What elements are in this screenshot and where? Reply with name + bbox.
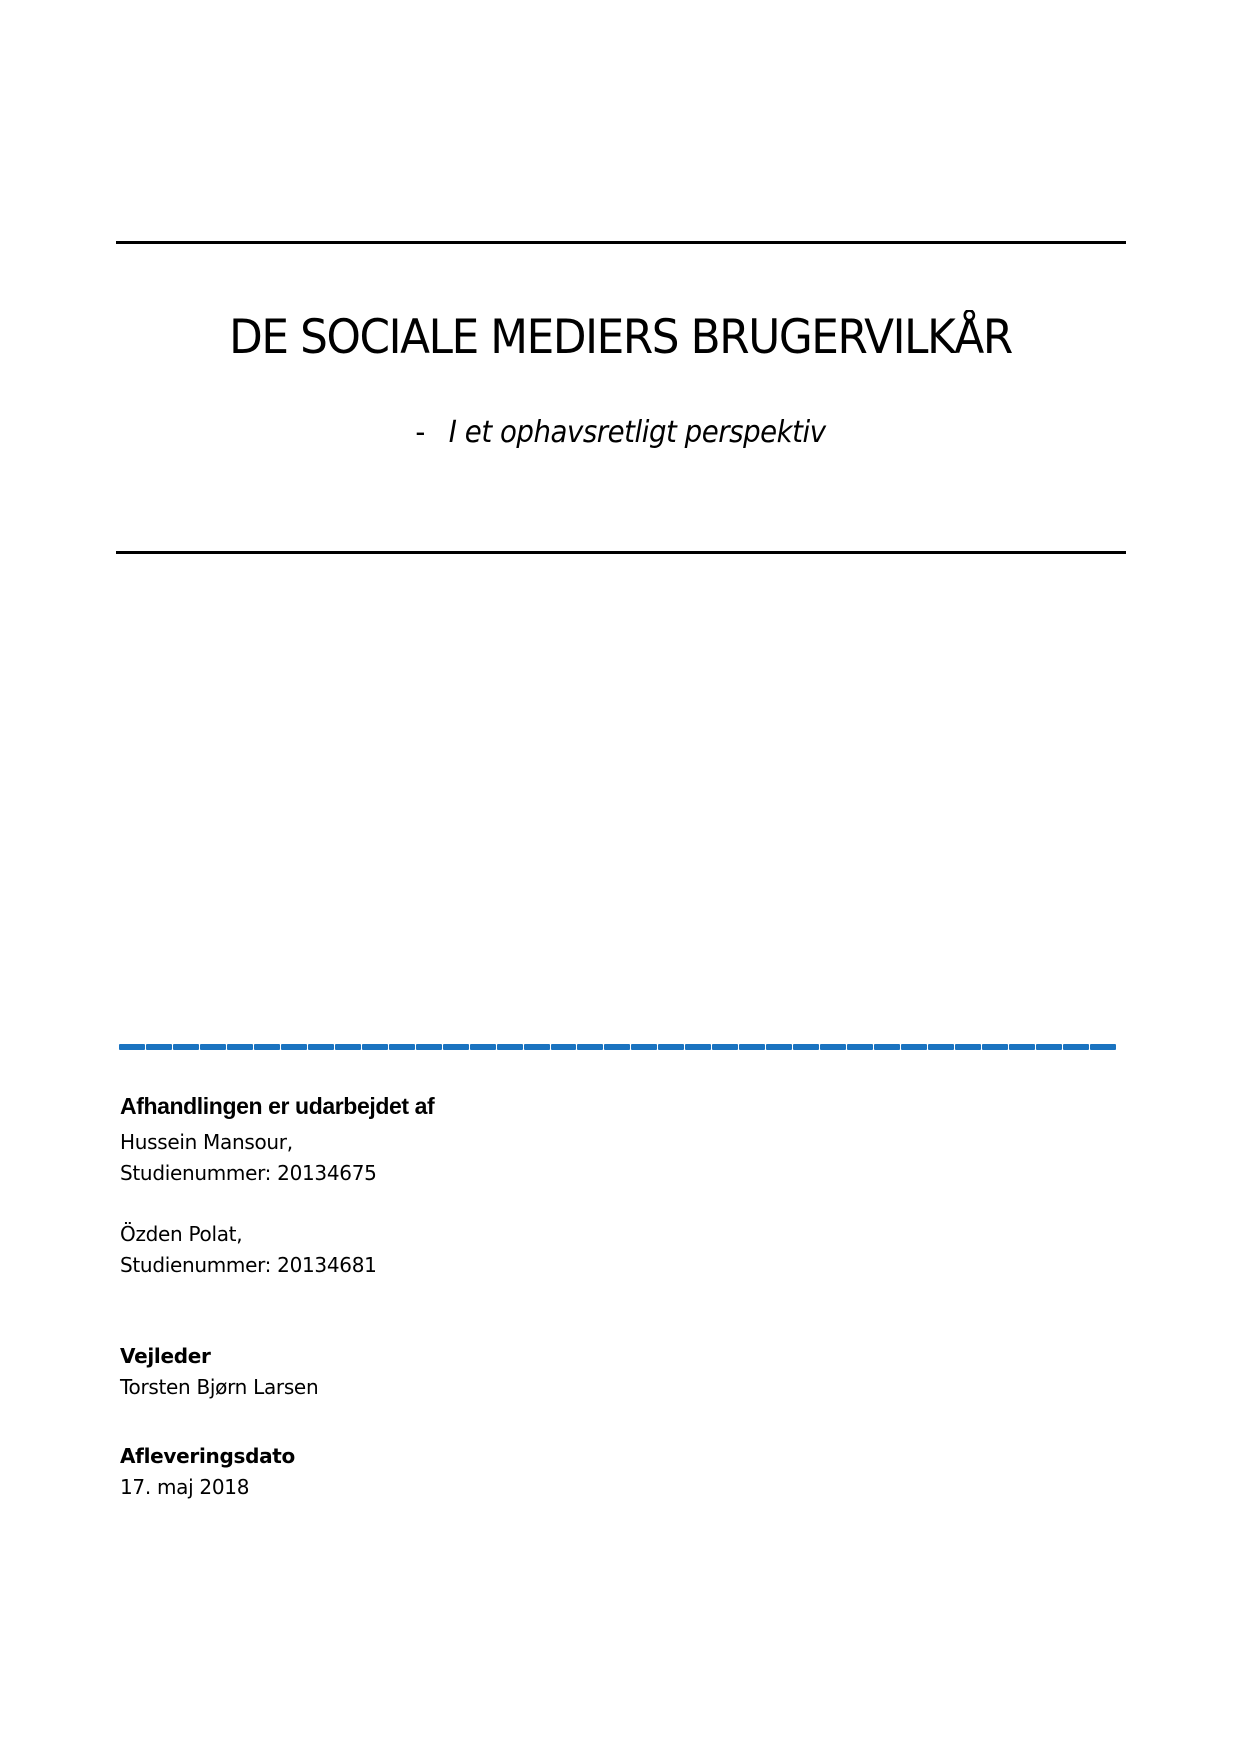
subtitle-text: I et ophavsretligt perspektiv: [448, 415, 826, 450]
submission-block: [120, 1441, 295, 1503]
bottom-rule: [116, 551, 1126, 554]
author-student-number: Studienummer: 20134681: [120, 1253, 377, 1277]
subtitle-dash: -: [415, 415, 425, 450]
submission-date: 17. maj 2018: [120, 1475, 250, 1499]
accent-dashed-line: [119, 1044, 1116, 1050]
document-subtitle: [50, 415, 1192, 450]
document-title: DE SOCIALE MEDIERS BRUGERVILKÅR: [229, 310, 1012, 365]
authors-heading: Afhandlingen er udarbejdet af: [120, 1093, 435, 1119]
author-name: Özden Polat,: [120, 1222, 243, 1246]
author-student-number: Studienummer: 20134675: [120, 1161, 377, 1185]
top-rule: [116, 241, 1126, 244]
supervisor-label: Vejleder: [120, 1344, 211, 1368]
author-name: Hussein Mansour,: [120, 1130, 293, 1154]
author-1: [120, 1127, 377, 1189]
author-2: [120, 1219, 377, 1281]
supervisor-name: Torsten Bjørn Larsen: [120, 1375, 319, 1399]
submission-label: Afleveringsdato: [120, 1444, 295, 1468]
supervisor-block: [120, 1341, 318, 1403]
